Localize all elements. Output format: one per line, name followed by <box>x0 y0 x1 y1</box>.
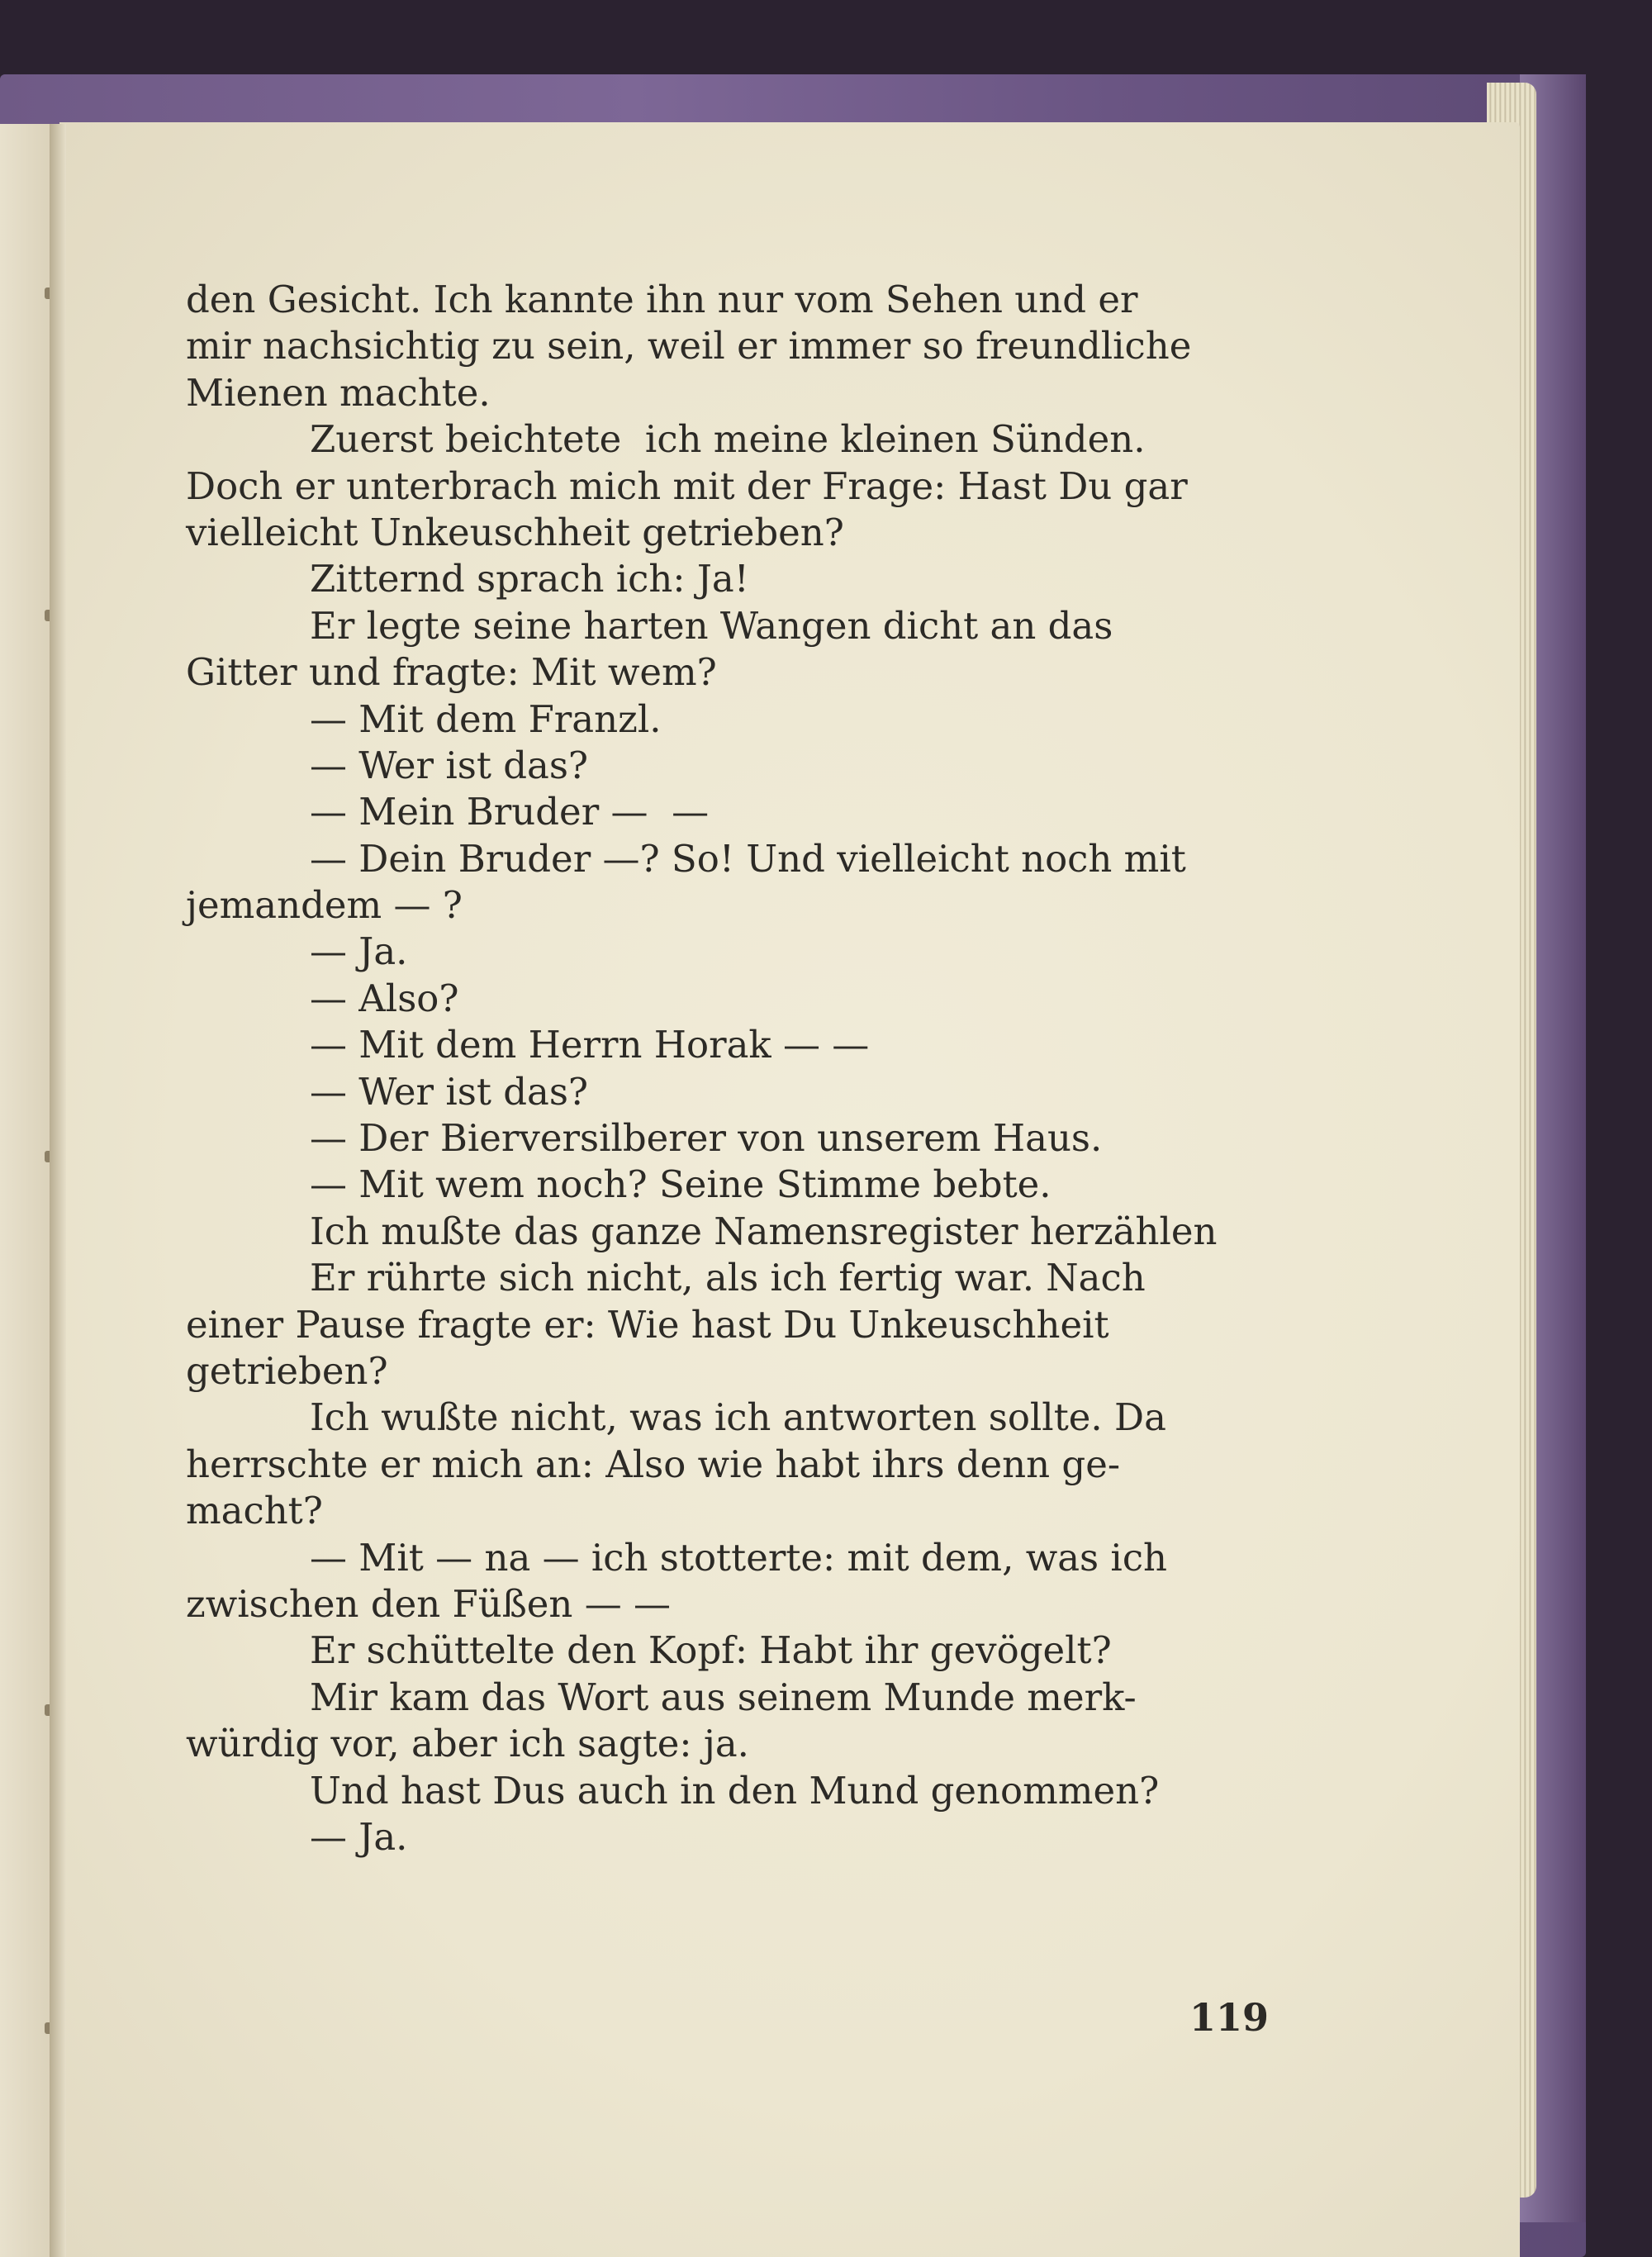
text-line: — Wer ist das? <box>310 1069 589 1114</box>
text-line: — Also? <box>310 976 459 1020</box>
text-line: Ich wußte nicht, was ich antworten sollte. Da <box>310 1395 1166 1440</box>
text-line: — Mit wem noch? Seine Stimme bebte. <box>310 1162 1051 1207</box>
text-line: Doch er unterbrach mich mit der Frage: Hast Du gar <box>186 463 1188 508</box>
text-line: getrieben? <box>186 1348 388 1393</box>
text-line: Zuerst beichtete ich meine kleinen Sünden. <box>310 417 1146 462</box>
text-line: Er rührte sich nicht, als ich fertig war. Nach <box>310 1256 1146 1300</box>
text-line: zwischen den Füßen — — <box>186 1581 672 1626</box>
text-line: herrschte er mich an: Also wie habt ihrs denn ge- <box>186 1442 1121 1486</box>
text-line: — Mit — na — ich stotterte: mit dem, was ich <box>310 1535 1168 1580</box>
text-line: mir nachsichtig zu sein, weil er immer so freundliche <box>186 324 1192 368</box>
text-line: würdig vor, aber ich sagte: ja. <box>186 1722 749 1766</box>
text-line: den Gesicht. Ich kannte ihn nur vom Sehen und er <box>186 278 1138 321</box>
page-text <box>186 277 1309 1860</box>
text-line: Mienen machte. <box>186 370 491 415</box>
text-line: macht? <box>186 1489 323 1533</box>
text-line: Er legte seine harten Wangen dicht an das <box>310 603 1113 648</box>
text-line: — Ja. <box>310 929 408 974</box>
text-line: — Der Bierversilberer von unserem Haus. <box>310 1116 1103 1161</box>
text-line: — Ja. <box>310 1814 408 1859</box>
text-line: Zitternd sprach ich: Ja! <box>310 557 749 601</box>
text-line: — Mein Bruder — — <box>310 790 710 834</box>
text-line: Und hast Dus auch in den Mund genommen? <box>310 1768 1160 1813</box>
text-line: einer Pause fragte er: Wie hast Du Unkeuschheit <box>186 1302 1109 1347</box>
text-line: Er schüttelte den Kopf: Habt ihr gevögelt? <box>310 1628 1112 1673</box>
text-line: — Mit dem Franzl. <box>310 696 662 741</box>
text-line: — Dein Bruder —? So! Und vielleicht noch mit <box>310 836 1186 881</box>
text-line: Mir kam das Wort aus seinem Munde merk- <box>310 1675 1137 1719</box>
text-line: — Wer ist das? <box>310 743 589 787</box>
text-line: — Mit dem Herrn Horak — — <box>310 1023 870 1067</box>
text-line: vielleicht Unkeuschheit getrieben? <box>186 510 844 554</box>
text-line: Gitter und fragte: Mit wem? <box>186 650 717 695</box>
text-line: Ich mußte das ganze Namensregister herzählen <box>310 1209 1218 1253</box>
page-number: 119 <box>1189 1995 1270 2040</box>
text-line: jemandem — ? <box>186 883 463 928</box>
page-gutter <box>50 124 66 2257</box>
